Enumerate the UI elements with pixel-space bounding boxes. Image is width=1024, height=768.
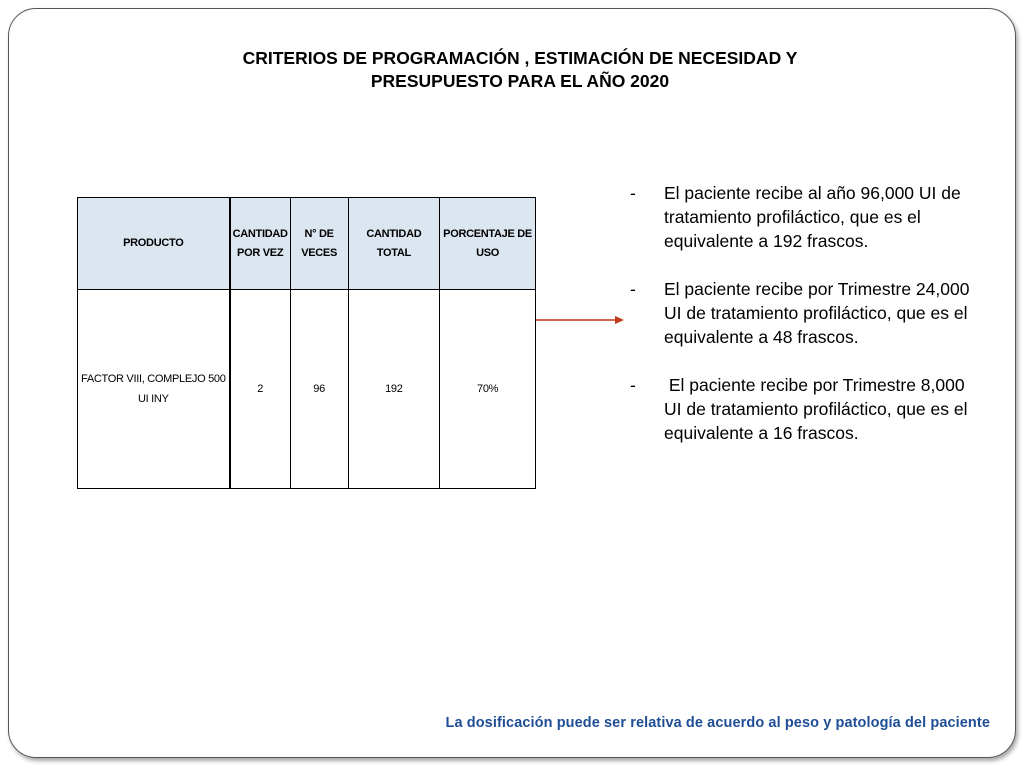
arrow-right-icon — [536, 310, 626, 330]
cell-n-veces: 96 — [290, 290, 348, 489]
list-item — [630, 181, 970, 253]
bullet-list — [630, 181, 973, 469]
bullet-dash: - — [630, 279, 636, 299]
list-item — [630, 277, 970, 349]
footnote: La dosificación puede ser relativa de acuerdo al peso y patología del paciente — [445, 715, 990, 731]
slide-title-line-1: CRITERIOS DE PROGRAMACIÓN , ESTIMACIÓN DE NECESIDAD Y — [242, 48, 798, 68]
list-item — [630, 373, 973, 445]
bullet-text: El paciente recibe al año 96,000 UI de tratamiento profiláctico, que es el equivalente a 192 frascos. — [664, 183, 961, 251]
bullet-dash: - — [630, 375, 636, 395]
slide-title — [160, 47, 880, 93]
cell-producto: FACTOR VIII, COMPLEJO 500 UI INY — [78, 290, 230, 489]
bullet-text: El paciente recibe por Trimestre 24,000 UI de tratamiento profiláctico, que es el equivalente a 48 frascos. — [664, 279, 970, 347]
table-row — [78, 290, 536, 489]
header-n-veces: N° DE VECES — [290, 198, 348, 290]
table-header-row — [78, 198, 536, 290]
cell-cantidad-total: 192 — [348, 290, 440, 489]
bullet-text: El paciente recibe por Trimestre 8,000 UI de tratamiento profiláctico, que es el equivalente a 16 frascos. — [664, 375, 973, 443]
bullet-dash: - — [630, 183, 636, 203]
programming-table — [77, 197, 536, 489]
slide-title-line-2: PRESUPUESTO PARA EL AÑO 2020 — [370, 71, 670, 91]
cell-cantidad-por-vez: 2 — [230, 290, 291, 489]
header-cantidad-total: CANTIDAD TOTAL — [348, 198, 440, 290]
cell-porcentaje-uso: 70% — [440, 290, 536, 489]
header-producto: PRODUCTO — [78, 198, 230, 290]
header-porcentaje-uso: PORCENTAJE DE USO — [440, 198, 536, 290]
header-cantidad-por-vez: CANTIDAD POR VEZ — [230, 198, 291, 290]
